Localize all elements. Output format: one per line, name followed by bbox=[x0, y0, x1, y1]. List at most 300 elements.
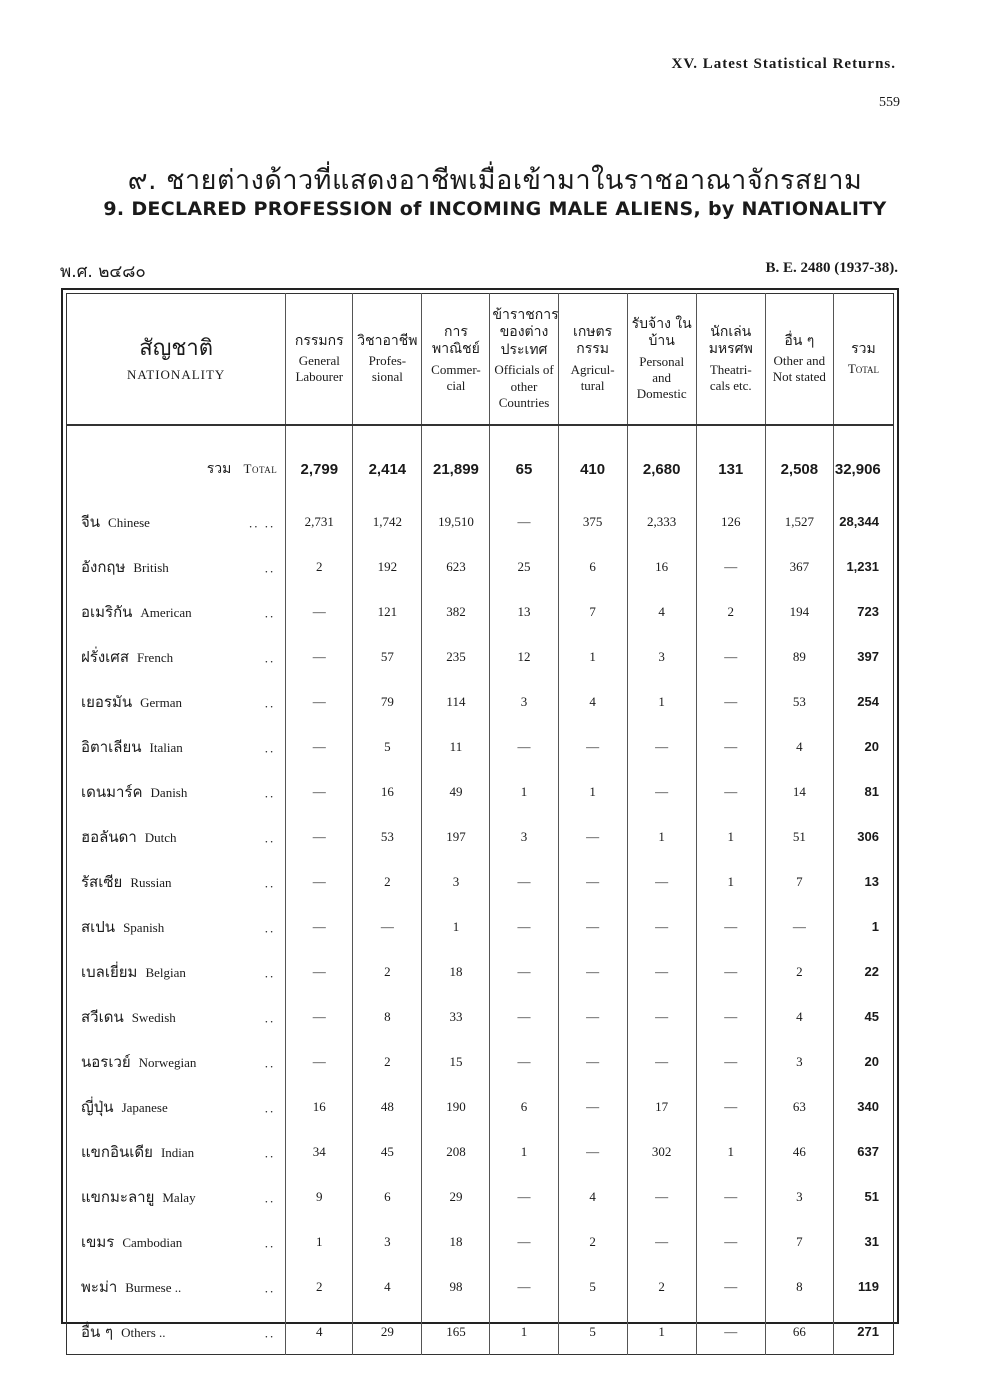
table-cell: — bbox=[286, 634, 353, 679]
table-cell: — bbox=[627, 1039, 696, 1084]
table-cell: 7 bbox=[765, 1219, 833, 1264]
table-cell: 7 bbox=[558, 589, 627, 634]
table-cell: — bbox=[696, 949, 765, 994]
table-cell: 53 bbox=[765, 679, 833, 724]
column-header-thai: การ พาณิชย์ bbox=[432, 323, 480, 358]
table-cell: 34 bbox=[286, 1129, 353, 1174]
nationality-thai: สเปน bbox=[81, 917, 116, 936]
table-cell: 410 bbox=[558, 425, 627, 499]
table-cell: 126 bbox=[696, 499, 765, 544]
table-cell: 114 bbox=[422, 679, 490, 724]
table-cell: 98 bbox=[422, 1264, 490, 1309]
column-header-thai: รับจ้าง ในบ้าน bbox=[631, 315, 692, 350]
table-cell: — bbox=[696, 679, 765, 724]
nationality-cell bbox=[67, 1039, 286, 1084]
table-cell: 190 bbox=[422, 1084, 490, 1129]
table-cell-total: 28,344 bbox=[833, 499, 893, 544]
table-cell: — bbox=[696, 1174, 765, 1219]
leader-dots: .. bbox=[264, 1145, 276, 1161]
table-cell: — bbox=[558, 994, 627, 1039]
table-cell: 1 bbox=[422, 904, 490, 949]
leader-dots: .. bbox=[264, 650, 276, 666]
table-cell: — bbox=[286, 724, 353, 769]
table-cell: — bbox=[696, 1309, 765, 1355]
nationality-english: Cambodian bbox=[122, 1234, 183, 1250]
column-header-english: Officials of other Countries bbox=[494, 362, 554, 410]
table-cell: — bbox=[627, 1219, 696, 1264]
table-cell: — bbox=[696, 1084, 765, 1129]
leader-dots: .. .. bbox=[249, 515, 276, 531]
column-header-english: Personal and Domestic bbox=[636, 353, 687, 402]
table-cell: 79 bbox=[353, 679, 422, 724]
table-cell: 375 bbox=[558, 499, 627, 544]
leader-dots: .. bbox=[264, 560, 276, 576]
table-cell: 1 bbox=[286, 1219, 353, 1264]
table-cell-total: 32,906 bbox=[833, 425, 893, 499]
table-title-thai: ๙. ชายต่างด้าวที่แสดงอาชีพเมื่อเข้ามาในราชอาณาจักรสยาม bbox=[127, 165, 863, 196]
table-cell: 2 bbox=[286, 544, 353, 589]
table-cell: 33 bbox=[422, 994, 490, 1039]
column-header-english: Theatri- cals etc. bbox=[709, 361, 752, 393]
table-cell: — bbox=[286, 859, 353, 904]
table-cell: — bbox=[490, 724, 558, 769]
table-cell: 382 bbox=[422, 589, 490, 634]
table-cell: — bbox=[558, 1129, 627, 1174]
table-cell: — bbox=[696, 1264, 765, 1309]
nationality-english: Indian bbox=[160, 1144, 195, 1160]
leader-dots: .. bbox=[264, 830, 276, 846]
nationality-cell bbox=[67, 679, 286, 724]
table-cell-total: 51 bbox=[833, 1174, 893, 1219]
total-row bbox=[67, 425, 894, 499]
table-cell: 2,508 bbox=[765, 425, 833, 499]
leader-dots: .. bbox=[264, 920, 276, 936]
table-cell: 3 bbox=[627, 634, 696, 679]
table-cell-total: 1 bbox=[833, 904, 893, 949]
table-row bbox=[67, 679, 894, 724]
table-cell: 3 bbox=[353, 1219, 422, 1264]
column-header-english: Total bbox=[847, 361, 880, 377]
table-cell: — bbox=[696, 904, 765, 949]
table-cell: 53 bbox=[353, 814, 422, 859]
nationality-thai: อเมริกัน bbox=[81, 602, 133, 621]
nationality-cell bbox=[67, 425, 286, 499]
table-cell: 18 bbox=[422, 1219, 490, 1264]
table-cell: — bbox=[286, 949, 353, 994]
header-row bbox=[67, 294, 894, 426]
nationality-english: Italian bbox=[149, 739, 183, 755]
table-row bbox=[67, 859, 894, 904]
table-cell: 13 bbox=[490, 589, 558, 634]
table-cell-total: 397 bbox=[833, 634, 893, 679]
table-cell: — bbox=[286, 994, 353, 1039]
table-cell: 14 bbox=[765, 769, 833, 814]
column-header-english: Commer- cial bbox=[431, 361, 481, 393]
table-cell: 4 bbox=[286, 1309, 353, 1355]
table-cell: — bbox=[286, 769, 353, 814]
nationality-english: Russian bbox=[130, 874, 172, 890]
nationality-english: German bbox=[140, 694, 182, 710]
table-cell: 2 bbox=[696, 589, 765, 634]
nationality-cell bbox=[67, 814, 286, 859]
column-header-thai: กรรมกร bbox=[294, 332, 344, 349]
table-cell: 1,742 bbox=[353, 499, 422, 544]
table-cell: 6 bbox=[558, 544, 627, 589]
table-cell: 49 bbox=[422, 769, 490, 814]
table-cell: 4 bbox=[765, 994, 833, 1039]
table-cell: — bbox=[558, 814, 627, 859]
table-cell: — bbox=[490, 949, 558, 994]
table-row bbox=[67, 994, 894, 1039]
table-cell: 197 bbox=[422, 814, 490, 859]
table-cell: 208 bbox=[422, 1129, 490, 1174]
table-cell: 3 bbox=[422, 859, 490, 904]
leader-dots: .. bbox=[264, 695, 276, 711]
table-cell-total: 271 bbox=[833, 1309, 893, 1355]
table-cell: — bbox=[558, 1039, 627, 1084]
table-cell-total: 1,231 bbox=[833, 544, 893, 589]
leader-dots: .. bbox=[264, 740, 276, 756]
table-cell: 3 bbox=[490, 679, 558, 724]
table-cell: 65 bbox=[490, 425, 558, 499]
table-row bbox=[67, 814, 894, 859]
table-cell: 2,680 bbox=[627, 425, 696, 499]
nationality-cell bbox=[67, 544, 286, 589]
nationality-cell bbox=[67, 1084, 286, 1129]
page-number: 559 bbox=[879, 95, 900, 110]
table-cell: 3 bbox=[490, 814, 558, 859]
table-cell-total: 31 bbox=[833, 1219, 893, 1264]
table-row bbox=[67, 499, 894, 544]
table-row bbox=[67, 724, 894, 769]
nationality-english: American bbox=[140, 604, 192, 620]
table-cell: — bbox=[627, 769, 696, 814]
table-cell: — bbox=[286, 679, 353, 724]
nationality-thai: แขกอินเดีย bbox=[81, 1142, 153, 1161]
table-cell: 2,333 bbox=[627, 499, 696, 544]
table-cell: — bbox=[696, 769, 765, 814]
nationality-thai: รัสเซีย bbox=[81, 872, 123, 891]
table-cell: — bbox=[490, 1264, 558, 1309]
leader-dots: .. bbox=[264, 1055, 276, 1071]
table-cell: — bbox=[558, 904, 627, 949]
nationality-thai: จีน bbox=[81, 512, 101, 531]
nationality-thai: นอรเวย์ bbox=[81, 1052, 131, 1071]
table-cell: — bbox=[696, 544, 765, 589]
table-cell: — bbox=[286, 589, 353, 634]
table-cell: 17 bbox=[627, 1084, 696, 1129]
table-cell: 6 bbox=[353, 1174, 422, 1219]
table-cell: 16 bbox=[627, 544, 696, 589]
table-cell: — bbox=[558, 859, 627, 904]
nationality-cell bbox=[67, 859, 286, 904]
total-label-thai: รวม bbox=[206, 461, 232, 477]
year-label-english: B. E. 2480 (1937-38). bbox=[765, 260, 898, 276]
table-cell-total: 20 bbox=[833, 724, 893, 769]
table-cell: 51 bbox=[765, 814, 833, 859]
table-cell: 29 bbox=[422, 1174, 490, 1219]
nationality-english: Others .. bbox=[121, 1324, 166, 1340]
nationality-thai: เขมร bbox=[81, 1232, 115, 1251]
table-cell: 1,527 bbox=[765, 499, 833, 544]
nationality-cell bbox=[67, 634, 286, 679]
table-cell: 3 bbox=[765, 1174, 833, 1219]
table-cell: 302 bbox=[627, 1129, 696, 1174]
table-cell: — bbox=[558, 1084, 627, 1129]
table-cell: 15 bbox=[422, 1039, 490, 1084]
table-cell: 1 bbox=[490, 1129, 558, 1174]
table-cell: 192 bbox=[353, 544, 422, 589]
nationality-english: Danish bbox=[150, 784, 188, 800]
nationality-english: Spanish bbox=[123, 919, 165, 935]
table-body bbox=[67, 425, 894, 1355]
table-cell: — bbox=[696, 1039, 765, 1084]
table-cell-total: 637 bbox=[833, 1129, 893, 1174]
statistics-table-frame bbox=[61, 288, 899, 1341]
table-cell: 623 bbox=[422, 544, 490, 589]
nationality-cell bbox=[67, 904, 286, 949]
table-cell: 5 bbox=[558, 1264, 627, 1309]
table-cell: 12 bbox=[490, 634, 558, 679]
table-row bbox=[67, 1309, 894, 1355]
nationality-thai: แขกมะลายู bbox=[81, 1187, 155, 1206]
table-cell: — bbox=[490, 1219, 558, 1264]
table-cell: — bbox=[696, 1219, 765, 1264]
leader-dots: .. bbox=[264, 875, 276, 891]
table-title-english: 9. DECLARED PROFESSION of INCOMING MALE ALIENS, by NATIONALITY bbox=[103, 198, 887, 220]
column-header-thai: รวม bbox=[851, 340, 876, 357]
nationality-cell bbox=[67, 1309, 286, 1355]
table-cell: 5 bbox=[353, 724, 422, 769]
table-cell: 1 bbox=[627, 679, 696, 724]
table-cell-total: 81 bbox=[833, 769, 893, 814]
table-cell: 48 bbox=[353, 1084, 422, 1129]
table-cell: 2,414 bbox=[353, 425, 422, 499]
table-cell: 2 bbox=[353, 949, 422, 994]
column-header-english: Other and Not stated bbox=[772, 353, 826, 385]
table-cell: 6 bbox=[490, 1084, 558, 1129]
column-header-agricultural bbox=[558, 294, 627, 426]
column-header-english: Profes- sional bbox=[368, 353, 407, 385]
nationality-thai: พะม่า bbox=[81, 1277, 118, 1296]
table-cell: 7 bbox=[765, 859, 833, 904]
nationality-cell bbox=[67, 949, 286, 994]
table-cell-total: 22 bbox=[833, 949, 893, 994]
table-cell: 367 bbox=[765, 544, 833, 589]
table-row bbox=[67, 1219, 894, 1264]
column-header-commercial bbox=[422, 294, 490, 426]
column-header-thai: นักเล่น มหรศพ bbox=[708, 323, 753, 358]
table-cell: 131 bbox=[696, 425, 765, 499]
table-cell: — bbox=[627, 1174, 696, 1219]
nationality-cell bbox=[67, 994, 286, 1039]
table-cell: — bbox=[286, 1039, 353, 1084]
column-header-thai: อื่น ๆ bbox=[784, 332, 815, 349]
table-cell: 1 bbox=[490, 1309, 558, 1355]
table-cell-total: 306 bbox=[833, 814, 893, 859]
leader-dots: .. bbox=[264, 1190, 276, 1206]
table-cell: — bbox=[765, 904, 833, 949]
leader-dots: .. bbox=[264, 605, 276, 621]
nationality-english: Malay bbox=[162, 1189, 196, 1205]
table-row bbox=[67, 769, 894, 814]
table-cell: 46 bbox=[765, 1129, 833, 1174]
table-cell: — bbox=[696, 634, 765, 679]
table-cell-total: 723 bbox=[833, 589, 893, 634]
table-cell: 2,731 bbox=[286, 499, 353, 544]
table-cell-total: 45 bbox=[833, 994, 893, 1039]
nationality-cell bbox=[67, 1129, 286, 1174]
table-cell: 25 bbox=[490, 544, 558, 589]
leader-dots: .. bbox=[264, 1280, 276, 1296]
column-header-thai: ข้าราชการ ของต่าง ประเทศ bbox=[492, 306, 559, 358]
table-row bbox=[67, 634, 894, 679]
table-cell: 2 bbox=[627, 1264, 696, 1309]
nationality-english: Chinese bbox=[108, 514, 150, 530]
table-cell: — bbox=[490, 499, 558, 544]
column-header-theatricals bbox=[696, 294, 765, 426]
year-label-thai: พ.ศ. ๒๔๘๐ bbox=[60, 262, 146, 282]
leader-dots: .. bbox=[264, 965, 276, 981]
table-cell: 57 bbox=[353, 634, 422, 679]
table-cell: — bbox=[558, 724, 627, 769]
table-cell: — bbox=[627, 724, 696, 769]
nationality-thai: เยอรมัน bbox=[81, 692, 133, 711]
table-cell: 21,899 bbox=[422, 425, 490, 499]
column-header-english: Agricul- tural bbox=[570, 361, 615, 393]
table-cell: 194 bbox=[765, 589, 833, 634]
table-cell: — bbox=[627, 949, 696, 994]
column-header-english: General Labourer bbox=[295, 353, 344, 385]
table-cell: — bbox=[627, 994, 696, 1039]
table-cell-total: 340 bbox=[833, 1084, 893, 1129]
nationality-thai: อังกฤษ bbox=[81, 557, 126, 576]
table-cell: 11 bbox=[422, 724, 490, 769]
nationality-thai: อื่น ๆ bbox=[81, 1322, 114, 1341]
table-cell: — bbox=[490, 994, 558, 1039]
column-header-thai: เกษตร กรรม bbox=[573, 323, 613, 358]
table-cell-total: 20 bbox=[833, 1039, 893, 1084]
table-cell: 2 bbox=[558, 1219, 627, 1264]
nationality-thai: ฮอลันดา bbox=[81, 827, 137, 846]
table-cell: 165 bbox=[422, 1309, 490, 1355]
table-cell: 121 bbox=[353, 589, 422, 634]
table-cell: 2 bbox=[353, 1039, 422, 1084]
table-cell: 3 bbox=[765, 1039, 833, 1084]
table-cell: — bbox=[490, 1174, 558, 1219]
nationality-cell bbox=[67, 1264, 286, 1309]
table-cell-total: 254 bbox=[833, 679, 893, 724]
nationality-english: Belgian bbox=[145, 964, 186, 980]
table-cell: 4 bbox=[558, 679, 627, 724]
table-cell: — bbox=[490, 859, 558, 904]
leader-dots: .. bbox=[264, 1010, 276, 1026]
nationality-cell bbox=[67, 499, 286, 544]
table-cell: 1 bbox=[558, 769, 627, 814]
nationality-english: Japanese bbox=[121, 1099, 168, 1115]
table-cell-total: 119 bbox=[833, 1264, 893, 1309]
table-cell: 63 bbox=[765, 1084, 833, 1129]
table-cell: — bbox=[558, 949, 627, 994]
table-cell: 45 bbox=[353, 1129, 422, 1174]
column-header-nationality bbox=[67, 294, 286, 426]
column-header-general-labourer bbox=[286, 294, 353, 426]
nationality-english: Swedish bbox=[131, 1009, 176, 1025]
nationality-thai: ญี่ปุ่น bbox=[81, 1097, 114, 1116]
table-cell: — bbox=[696, 994, 765, 1039]
nationality-english: British bbox=[133, 559, 169, 575]
table-cell: 1 bbox=[558, 634, 627, 679]
table-cell: 9 bbox=[286, 1174, 353, 1219]
table-cell: 16 bbox=[286, 1084, 353, 1129]
nationality-thai: เบลเยี่ยม bbox=[81, 962, 138, 981]
table-cell-total: 13 bbox=[833, 859, 893, 904]
table-cell: 1 bbox=[696, 1129, 765, 1174]
table-row bbox=[67, 544, 894, 589]
column-header-professional bbox=[353, 294, 422, 426]
table-cell: 1 bbox=[490, 769, 558, 814]
table-row bbox=[67, 949, 894, 994]
table-cell: 4 bbox=[558, 1174, 627, 1219]
table-cell: 1 bbox=[696, 859, 765, 904]
table-cell: 5 bbox=[558, 1309, 627, 1355]
column-header-other bbox=[765, 294, 833, 426]
table-row bbox=[67, 589, 894, 634]
table-cell: 19,510 bbox=[422, 499, 490, 544]
leader-dots: .. bbox=[264, 1100, 276, 1116]
table-cell: 2 bbox=[765, 949, 833, 994]
nationality-english: Norwegian bbox=[138, 1054, 197, 1070]
table-cell: 8 bbox=[765, 1264, 833, 1309]
nationality-cell bbox=[67, 724, 286, 769]
nationality-cell bbox=[67, 1219, 286, 1264]
nationality-thai: อิตาเลียน bbox=[81, 737, 142, 756]
column-header-total bbox=[833, 294, 893, 426]
table-cell: — bbox=[627, 904, 696, 949]
column-header-personal-domestic bbox=[627, 294, 696, 426]
column-header-english: NATIONALITY bbox=[126, 366, 226, 382]
table-cell: — bbox=[353, 904, 422, 949]
leader-dots: .. bbox=[264, 1235, 276, 1251]
table-cell: — bbox=[627, 859, 696, 904]
nationality-cell bbox=[67, 589, 286, 634]
table-row bbox=[67, 1039, 894, 1084]
column-header-officials bbox=[490, 294, 558, 426]
table-row bbox=[67, 904, 894, 949]
nationality-english: Dutch bbox=[144, 829, 177, 845]
table-cell: — bbox=[490, 904, 558, 949]
table-cell: — bbox=[696, 724, 765, 769]
table-cell: 4 bbox=[353, 1264, 422, 1309]
nationality-thai: เดนมาร์ค bbox=[81, 782, 143, 801]
nationality-thai: สวีเดน bbox=[81, 1007, 124, 1026]
column-header-thai: สัญชาติ bbox=[139, 336, 213, 362]
table-cell: 235 bbox=[422, 634, 490, 679]
table-cell: 1 bbox=[696, 814, 765, 859]
nationality-english: French bbox=[136, 649, 174, 665]
nationality-cell bbox=[67, 769, 286, 814]
table-cell: 4 bbox=[765, 724, 833, 769]
running-head: XV. Latest Statistical Returns. bbox=[671, 56, 896, 72]
table-cell: — bbox=[286, 814, 353, 859]
nationality-english: Burmese .. bbox=[125, 1279, 182, 1295]
column-header-thai: วิชาอาชีพ bbox=[357, 332, 418, 349]
table-cell: 29 bbox=[353, 1309, 422, 1355]
profession-by-nationality-table bbox=[66, 293, 894, 1355]
table-cell: 89 bbox=[765, 634, 833, 679]
total-label-english: Total bbox=[243, 461, 278, 476]
table-cell: 8 bbox=[353, 994, 422, 1039]
